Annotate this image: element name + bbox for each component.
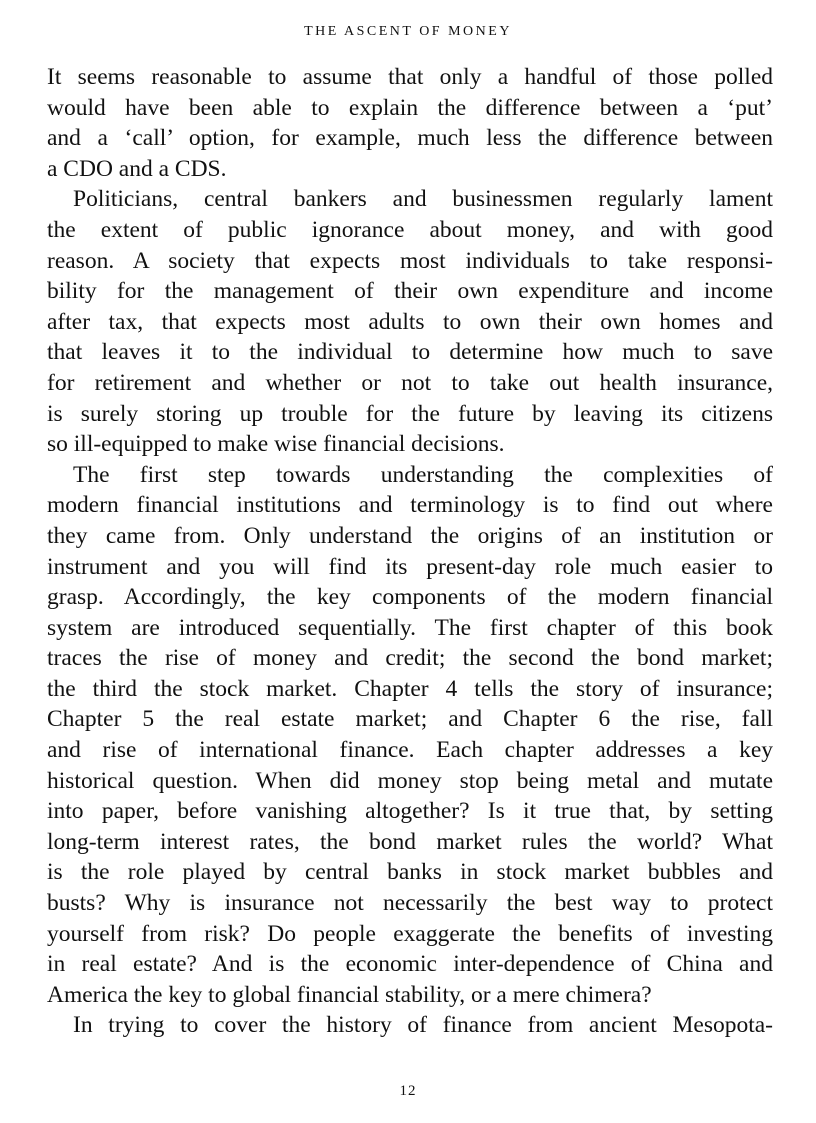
text-line: reason. A society that expects most individuals to take responsi- xyxy=(47,247,773,274)
text-line: for retirement and whether or not to take out health insurance, xyxy=(47,369,773,396)
paragraph-3 xyxy=(47,460,773,1011)
text-line: into paper, before vanishing altogether? Is it true that, by setting xyxy=(47,798,773,825)
text-line: instrument and you will find its present-day role much easier to xyxy=(47,553,773,580)
body-text xyxy=(47,62,773,1041)
text-line: It seems reasonable to assume that only a handful of those polled xyxy=(47,64,773,90)
text-line: would have been able to explain the difference between a ‘put’ xyxy=(47,94,773,121)
text-line: in real estate? And is the economic inter-dependence of China and xyxy=(47,951,773,978)
text-line: they came from. Only understand the origins of an institution or xyxy=(47,522,773,549)
text-line: The first step towards understanding the complexities of xyxy=(73,461,773,488)
text-line: Chapter 5 the real estate market; and Chapter 6 the rise, fall xyxy=(47,706,773,733)
text-line: after tax, that expects most adults to own their own homes and xyxy=(47,308,773,335)
text-line: long-term interest rates, the bond market rules the world? What xyxy=(47,828,773,855)
text-line: historical question. When did money stop being metal and mutate xyxy=(47,767,773,794)
text-line: grasp. Accordingly, the key components of the modern financial xyxy=(47,584,773,611)
text-line: yourself from risk? Do people exaggerate the benefits of investing xyxy=(47,920,773,947)
page-number: 12 xyxy=(399,1083,417,1099)
text-line: modern financial institutions and terminology is to find out where xyxy=(47,492,773,519)
text-line: the extent of public ignorance about money, and with good xyxy=(47,216,773,243)
text-line: bility for the management of their own expenditure and income xyxy=(47,278,773,305)
text-line: that leaves it to the individual to determine how much to save xyxy=(47,339,773,366)
paragraph-4 xyxy=(47,1010,773,1041)
paragraph-1 xyxy=(47,62,773,184)
text-line: the third the stock market. Chapter 4 tells the story of insurance; xyxy=(47,675,773,702)
text-line: Politicians, central bankers and businessmen regularly lament xyxy=(73,186,773,213)
text-line: and rise of international finance. Each chapter addresses a key xyxy=(47,737,773,764)
running-head: THE ASCENT OF MONEY xyxy=(304,24,512,39)
text-line: is the role played by central banks in stock market bubbles and xyxy=(47,859,773,886)
text-line: America the key to global financial stability, or a mere chimera? xyxy=(47,981,652,1008)
text-line: busts? Why is insurance not necessarily the best way to protect xyxy=(47,890,773,917)
text-line: system are introduced sequentially. The first chapter of this book xyxy=(47,614,773,641)
text-line: In trying to cover the history of finance from ancient Mesopota- xyxy=(73,1012,773,1039)
text-line: a CDO and a CDS. xyxy=(47,155,227,182)
paragraph-2 xyxy=(47,184,773,459)
text-line: so ill-equipped to make wise financial decisions. xyxy=(47,431,505,458)
text-line: traces the rise of money and credit; the second the bond market; xyxy=(47,645,773,672)
text-line: is surely storing up trouble for the future by leaving its citizens xyxy=(47,400,773,427)
text-line: and a ‘call’ option, for example, much less the difference between xyxy=(47,125,773,152)
